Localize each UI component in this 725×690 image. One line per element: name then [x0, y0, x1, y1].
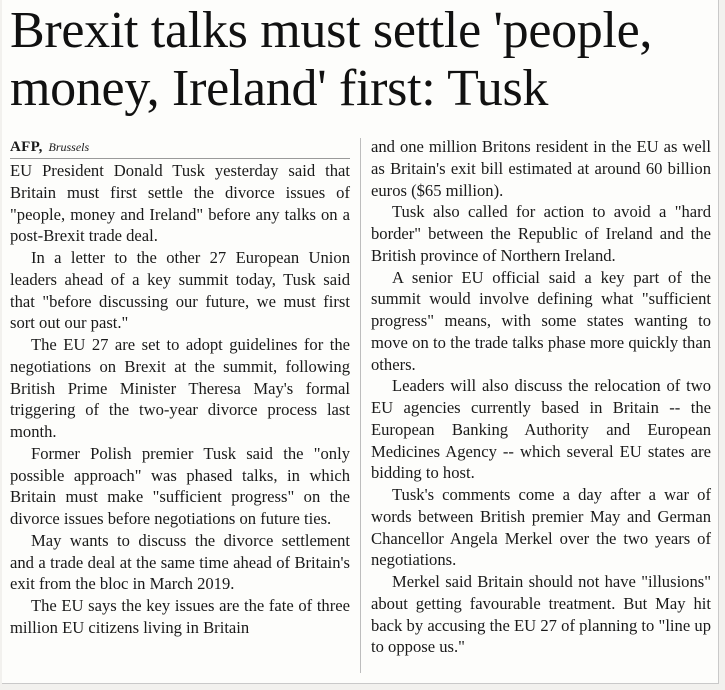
newspaper-clipping [2, 0, 719, 684]
paragraph: Tusk's comments come a day after a war of words between British premier May and German Chancellor Angela Merkel over the two years of negotiations. [371, 485, 711, 570]
byline-place: Brussels [48, 140, 90, 154]
paragraph: Leaders will also discuss the relocation of two EU agencies currently based in Britain -- the European Banking Authority and European Medicines Agency -- which several EU states are bidding to host. [371, 376, 711, 483]
paragraph: The EU says the key issues are the fate of three million EU citizens living in Britain [10, 596, 350, 637]
paragraph: A senior EU official said a key part of the summit would involve defining what "sufficient progress" means, with some states wanting to move on to the trade talks phase more quickly than others. [371, 267, 711, 374]
byline-rule [10, 158, 350, 159]
column-divider [360, 138, 361, 673]
paragraph: The EU 27 are set to adopt guidelines for the negotiations on Brexit at the summit, following British Prime Minister Theresa May's formal triggering of the two-year divorce process last month. [10, 335, 350, 441]
paragraph: Merkel said Britain should not have "illusions" about getting favourable treatment. But May hit back by accusing the EU 27 of planning to "line up to oppose us." [371, 572, 711, 657]
paragraph: Tusk also called for action to avoid a "hard border" between the Republic of Ireland and the British province of Northern Ireland. [371, 202, 711, 265]
right-column [371, 136, 711, 658]
paragraph: and one million Britons resident in the EU as well as Britain's exit bill estimated at around 60 billion euros ($65 million). [371, 137, 711, 200]
byline [10, 136, 350, 158]
left-column [10, 136, 350, 639]
paragraph: EU President Donald Tusk yesterday said that Britain must first settle the divorce issues of "people, money and Ireland" before any talks on a post-Brexit trade deal. [10, 161, 350, 246]
byline-agency: AFP, [10, 139, 43, 155]
paragraph: In a letter to the other 27 European Union leaders ahead of a key summit today, Tusk said that "before discussing our future, we must first sort out our past." [10, 248, 350, 333]
paragraph: May wants to discuss the divorce settlement and a trade deal at the same time ahead of Britain's exit from the bloc in March 2019. [10, 530, 350, 594]
headline: Brexit talks must settle 'people, money, Ireland' first: Tusk [10, 2, 653, 117]
paragraph: Former Polish premier Tusk said the "only possible approach" was phased talks, in which Britain must make "sufficient progress" on the divorce issues before negotiations on future ties. [10, 443, 350, 528]
